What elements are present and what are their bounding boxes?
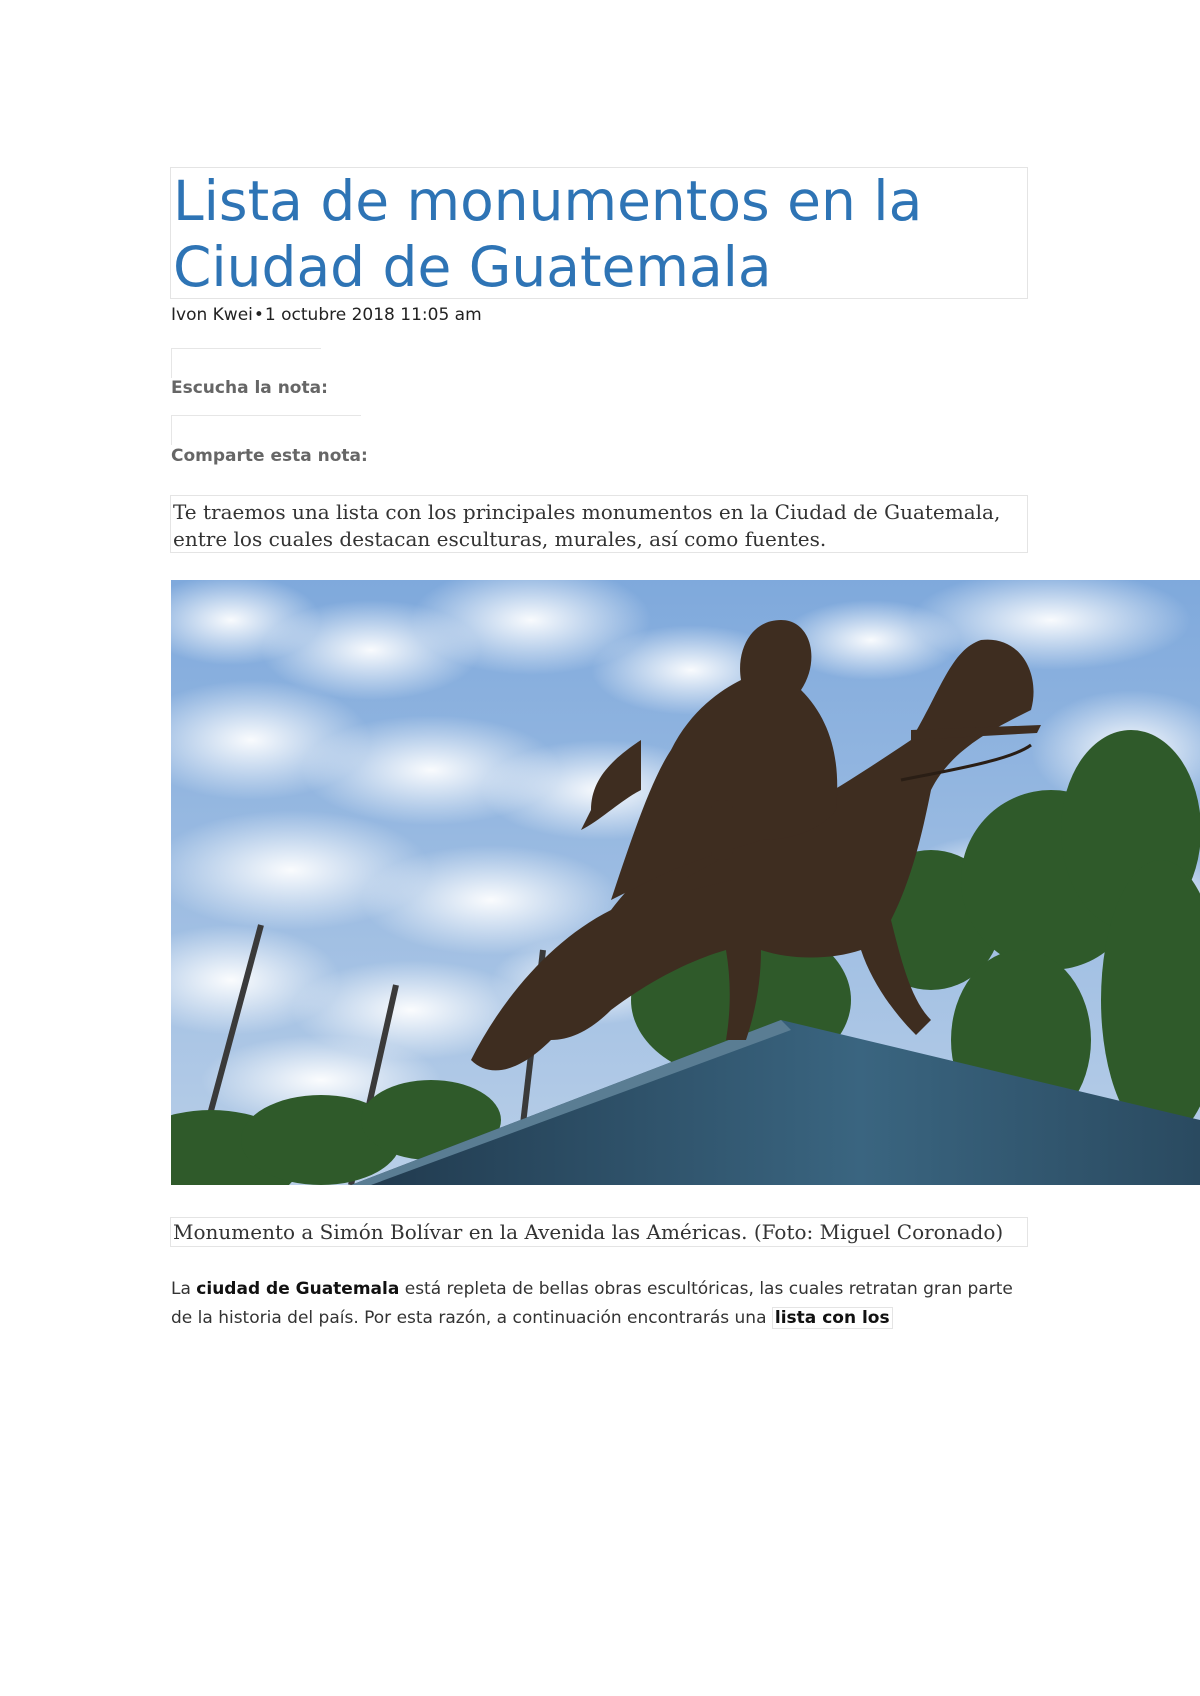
intro-frame bbox=[170, 495, 1028, 553]
article-title bbox=[171, 168, 924, 300]
photo-caption: Monumento a Simón Bolívar en la Avenida las Américas. (Foto: Miguel Coronado) bbox=[173, 1220, 1004, 1244]
byline bbox=[171, 305, 482, 325]
intro-paragraph: Te traemos una lista con los principales monumentos en la Ciudad de Guatemala, entre los cuales destacan esculturas, murales, así como fuentes. bbox=[173, 500, 1001, 551]
article-photo bbox=[171, 580, 1200, 1185]
listen-label: Escucha la nota: bbox=[171, 378, 328, 398]
body-bold-city: ciudad de Guatemala bbox=[196, 1279, 400, 1299]
byline-separator: • bbox=[253, 305, 264, 325]
bolivar-statue-photo bbox=[171, 580, 1200, 1185]
divider bbox=[171, 415, 172, 445]
title-line-2: Ciudad de Guatemala bbox=[173, 235, 772, 299]
divider bbox=[171, 348, 321, 349]
body-bold-list: lista con los bbox=[772, 1307, 893, 1329]
publish-date: 1 octubre 2018 11:05 am bbox=[264, 305, 482, 325]
title-line-1: Lista de monumentos en la bbox=[173, 169, 923, 233]
title-frame bbox=[170, 167, 1028, 299]
body-text-1: La bbox=[171, 1279, 197, 1299]
divider bbox=[171, 348, 172, 378]
caption-frame bbox=[170, 1217, 1028, 1247]
body-text-2: está repleta de bellas obras escultóricas, las cuales retratan gran parte de la historia del país. Por esta razón, a continuación encontrarás una bbox=[171, 1279, 1013, 1328]
share-label: Comparte esta nota: bbox=[171, 446, 368, 466]
author-name: Ivon Kwei bbox=[171, 305, 253, 325]
body-paragraph bbox=[171, 1275, 1031, 1333]
divider bbox=[171, 415, 361, 416]
